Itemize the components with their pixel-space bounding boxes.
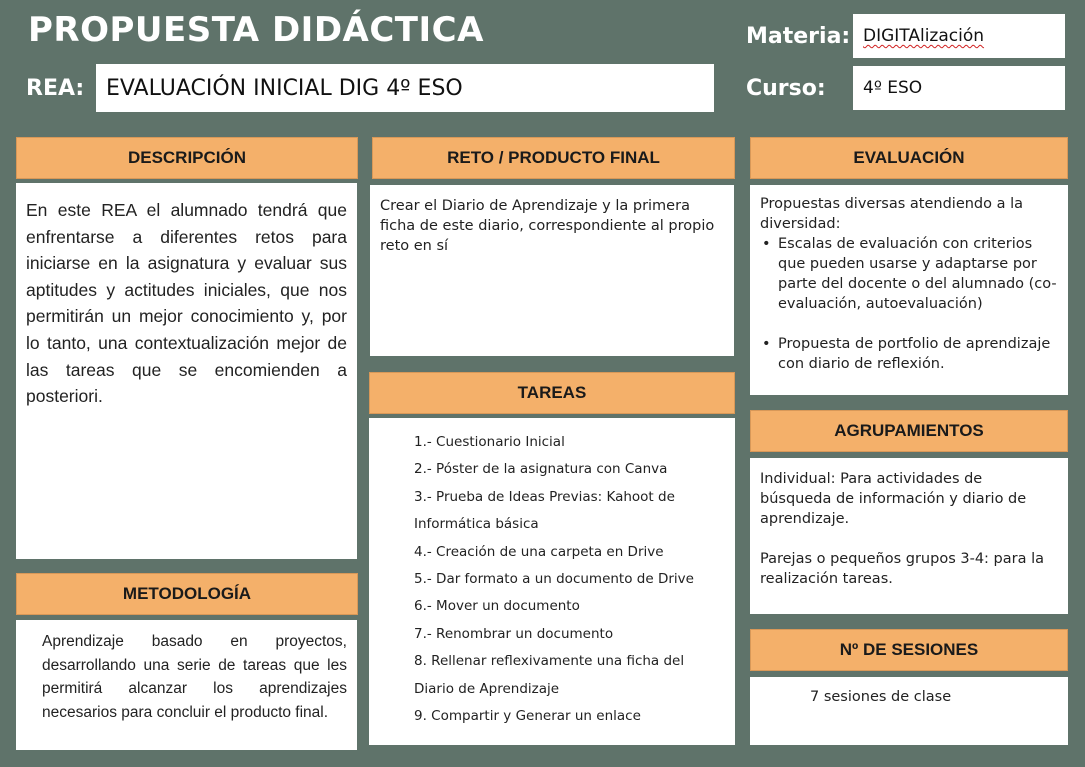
tareas-heading-text: TAREAS: [517, 383, 587, 402]
rea-field[interactable]: [96, 64, 714, 112]
evaluacion-list: [760, 234, 1058, 374]
task-item: 7.- Renombrar un documento: [414, 625, 614, 642]
reto-text: Crear el Diario de Aprendizaje y la primera ficha de este diario, correspondiente al propio reto en sí: [380, 198, 715, 254]
materia-field[interactable]: [853, 14, 1065, 58]
task-item: 4.- Creación de una carpeta en Drive: [414, 543, 664, 560]
descripcion-text: En este REA el alumnado tendrá que enfrentarse a diferentes retos para iniciarse en la asignatura y evaluar sus aptitudes y actitudes iniciales, que nos permitirán un mejor conocimiento y, por lo tanto, una contextualización mejor de las tareas que se encomienden a posteriori.: [26, 200, 347, 407]
descripcion-heading-text: DESCRIPCIÓN: [127, 148, 247, 167]
rea-label: REA:: [26, 76, 85, 101]
evaluacion-heading: [750, 137, 1068, 179]
descripcion-card: [16, 183, 357, 559]
curso-field[interactable]: [853, 66, 1065, 110]
reto-heading-text: RETO / PRODUCTO FINAL: [447, 148, 660, 167]
metodologia-heading-text: METODOLOGÍA: [122, 584, 252, 603]
agrupamientos-heading: [750, 410, 1068, 452]
materia-label: Materia:: [746, 24, 851, 49]
agrupamientos-heading-text: AGRUPAMIENTOS: [834, 421, 984, 440]
sesiones-heading-text: Nº DE SESIONES: [839, 640, 979, 659]
evaluacion-card: [750, 185, 1068, 395]
task-item: 2.- Póster de la asignatura con Canva: [414, 461, 668, 478]
metodologia-heading: [16, 573, 358, 615]
page-title: PROPUESTA DIDÁCTICA: [28, 10, 484, 50]
evaluacion-intro: Propuestas diversas atendiendo a la diversidad:: [760, 196, 1024, 232]
evaluacion-item: • Propuesta de portfolio de aprendizaje con diario de reflexión.: [778, 334, 1058, 374]
task-item: 3.- Prueba de Ideas Previas: Kahoot de Informática básica: [414, 488, 675, 533]
tareas-list: [414, 429, 709, 730]
task-item: 8. Rellenar reflexivamente una ficha del Diario de Aprendizaje: [414, 653, 685, 697]
tareas-heading: [369, 372, 735, 414]
evaluacion-item: • Escalas de evaluación con criterios que pueden usarse y adaptarse por parte del docente o del alumnado (co-evaluación, autoevaluación): [778, 234, 1058, 314]
materia-value: DIGITAlización: [863, 26, 985, 46]
metodologia-card: [16, 620, 357, 750]
curso-label: Curso:: [746, 76, 826, 101]
evaluacion-heading-text: EVALUACIÓN: [853, 148, 965, 167]
agrupamientos-p1: Individual: Para actividades de búsqueda de información y diario de aprendizaje.: [760, 471, 1027, 527]
task-item: 1.- Cuestionario Inicial: [414, 434, 565, 450]
descripcion-heading: [16, 137, 358, 179]
curso-value: 4º ESO: [863, 78, 923, 98]
sesiones-heading: [750, 629, 1068, 671]
reto-card: [370, 185, 734, 356]
tareas-card: [369, 418, 735, 745]
task-item: 9. Compartir y Generar un enlace: [414, 708, 641, 725]
sesiones-text: 7 sesiones de clase: [810, 689, 952, 705]
agrupamientos-p2: Parejas o pequeños grupos 3-4: para la realización tareas.: [760, 551, 1044, 587]
agrupamientos-card: [750, 458, 1068, 614]
task-item: 6.- Mover un documento: [414, 598, 580, 615]
task-item: 5.- Dar formato a un documento de Drive: [414, 571, 694, 588]
reto-heading: [372, 137, 735, 179]
metodologia-text: Aprendizaje basado en proyectos, desarrollando una serie de tareas que les permitirá alcanzar los aprendizajes necesarios para concluir el producto final.: [42, 633, 347, 721]
sesiones-card: [750, 677, 1068, 745]
rea-value: EVALUACIÓN INICIAL DIG 4º ESO: [106, 76, 463, 101]
